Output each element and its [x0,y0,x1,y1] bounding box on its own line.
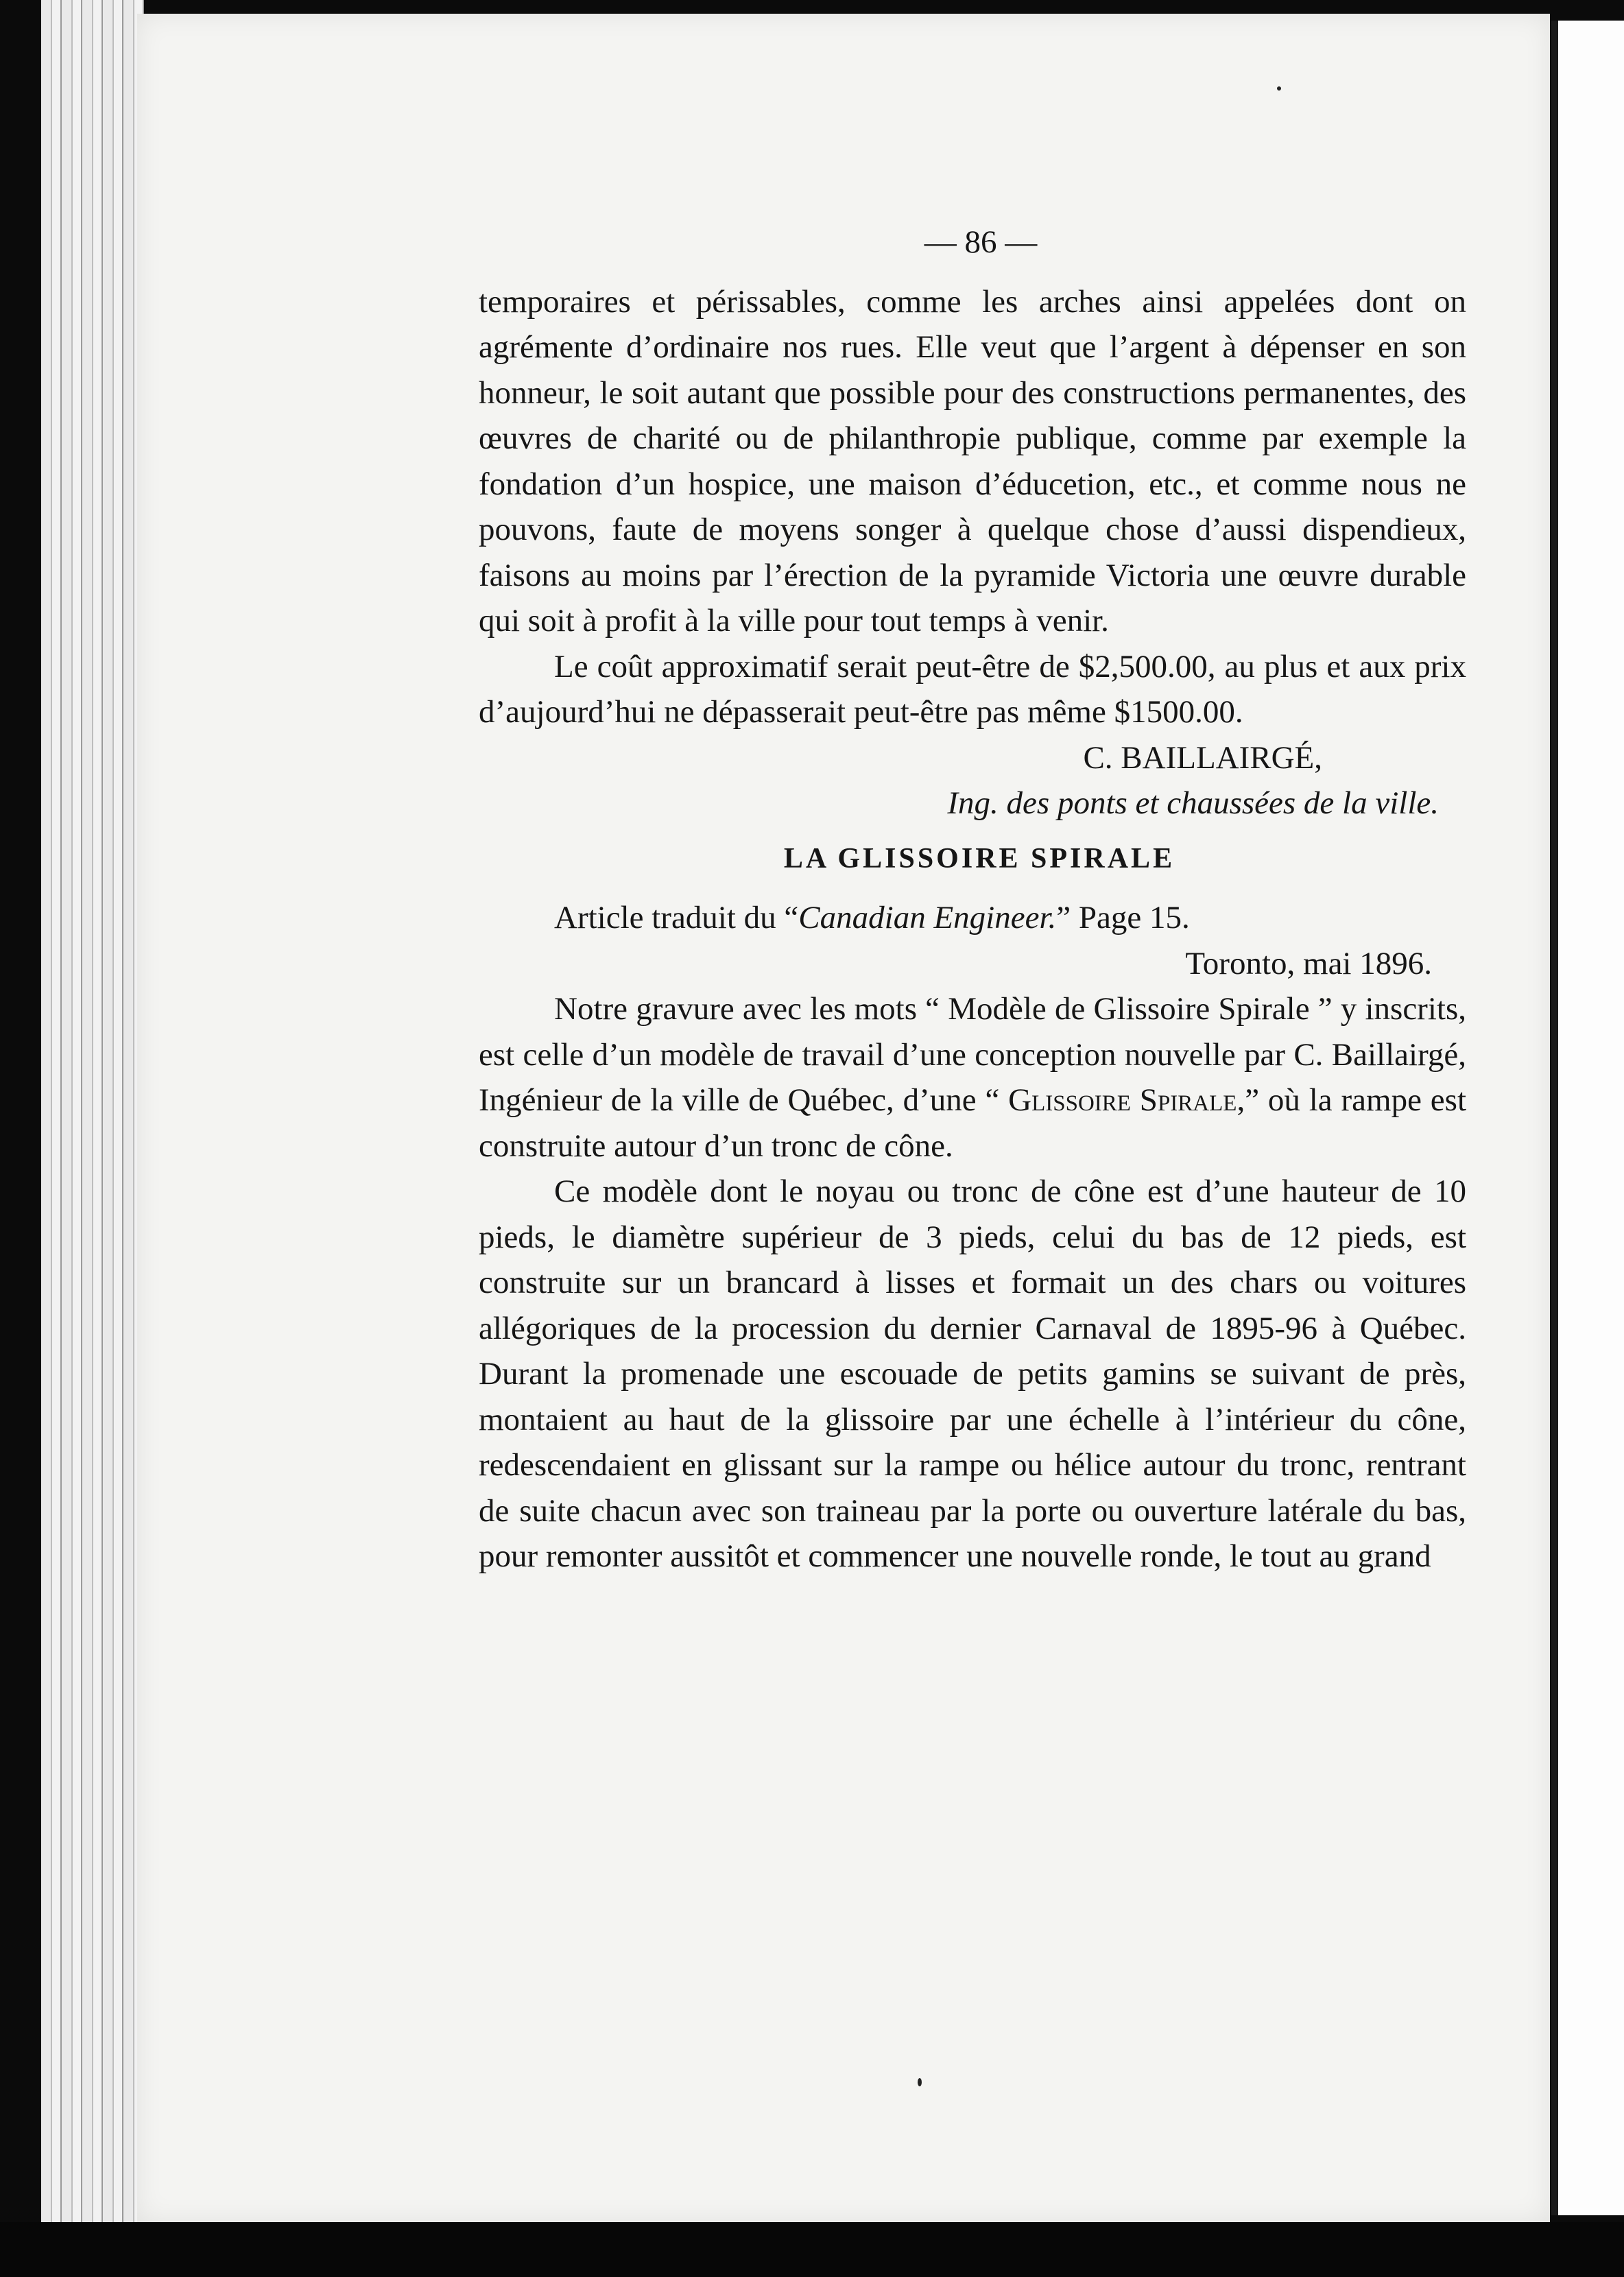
article-source-line [554,895,1466,941]
scan-border [0,2222,1624,2277]
article-suffix: ” Page 15. [1056,900,1190,935]
page-text [479,219,1466,1579]
scan-speck [918,2078,922,2086]
paragraph-text: ” où la rampe est construite autour d’un tronc de cône. [479,1082,1467,1164]
facing-page-edge [1551,21,1624,2215]
paragraph: Ce modèle dont le noyau ou tronc de cône est d’une hauteur de 10 pieds, le diamètre supérieur de 3 pieds, celui du bas de 12 pieds, est construite sur un brancard à lisses et formait un des chars ou voitures allégoriques de la procession du dernier Carnaval de 1895-96 à Québec. Durant la promenade une escouade de petits gamins se suivant de près, montaient au haut de la glissoire par une échelle à l’intérieur du cône, redescendaient en glissant sur la rampe ou hélice autour du tronc, rentrant de suite chacun avec son traineau par la porte ou ouverture latérale du bas, pour remonter aussitôt et commencer une nouvelle ronde, le tout au grand [479,1173,1466,1574]
paragraph [479,986,1466,1169]
article-source: Canadian Engineer. [798,900,1057,935]
paragraph-smallcaps: Glissoire Spirale, [1008,1082,1245,1118]
scan-speck [1277,86,1281,91]
paragraph-text: Notre gravure avec les mots “ Modèle de Glissoire Spirale ” y inscrits, est celle d’un modèle de travail d’une conception nouvelle par C. Baillairgé, Ingénieur de la ville de Québec, d’une “ [479,991,1466,1118]
signature-title: Ing. des ponts et chaussées de la ville. [947,785,1439,821]
article-prefix: Article traduit du “ [554,900,799,935]
page-edges [41,0,144,2250]
paragraph: temporaires et périssables, comme les arches ainsi appelées dont on agrémente d’ordinaire nos rues. Elle veut que l’argent à dépenser en son honneur, le soit autant que possible pour des constructions permanentes, des œuvres de charité ou de philanthropie publique, comme par exemple la fondation d’un hospice, une maison d’éducetion, etc., et comme nous ne pouvons, faute de moyens songer à quelque chose d’aussi dispendieux, faisons au moins par l’érection de la pyramide Victoria une œuvre durable qui soit à profit à la ville pour tout temps à venir. [479,283,1466,639]
page-number: — 86 — [924,224,1038,260]
signature-name: C. BAILLAIRGÉ, [1083,739,1322,776]
article-date: Toronto, mai 1896. [1185,945,1432,981]
section-heading: LA GLISSOIRE SPIRALE [783,842,1175,874]
paragraph: Le coût approximatif serait peut-être de $2,500.00, au plus et aux prix d’aujourd’hui ne dépasserait peut-être pas même $1500.00. [479,648,1466,730]
